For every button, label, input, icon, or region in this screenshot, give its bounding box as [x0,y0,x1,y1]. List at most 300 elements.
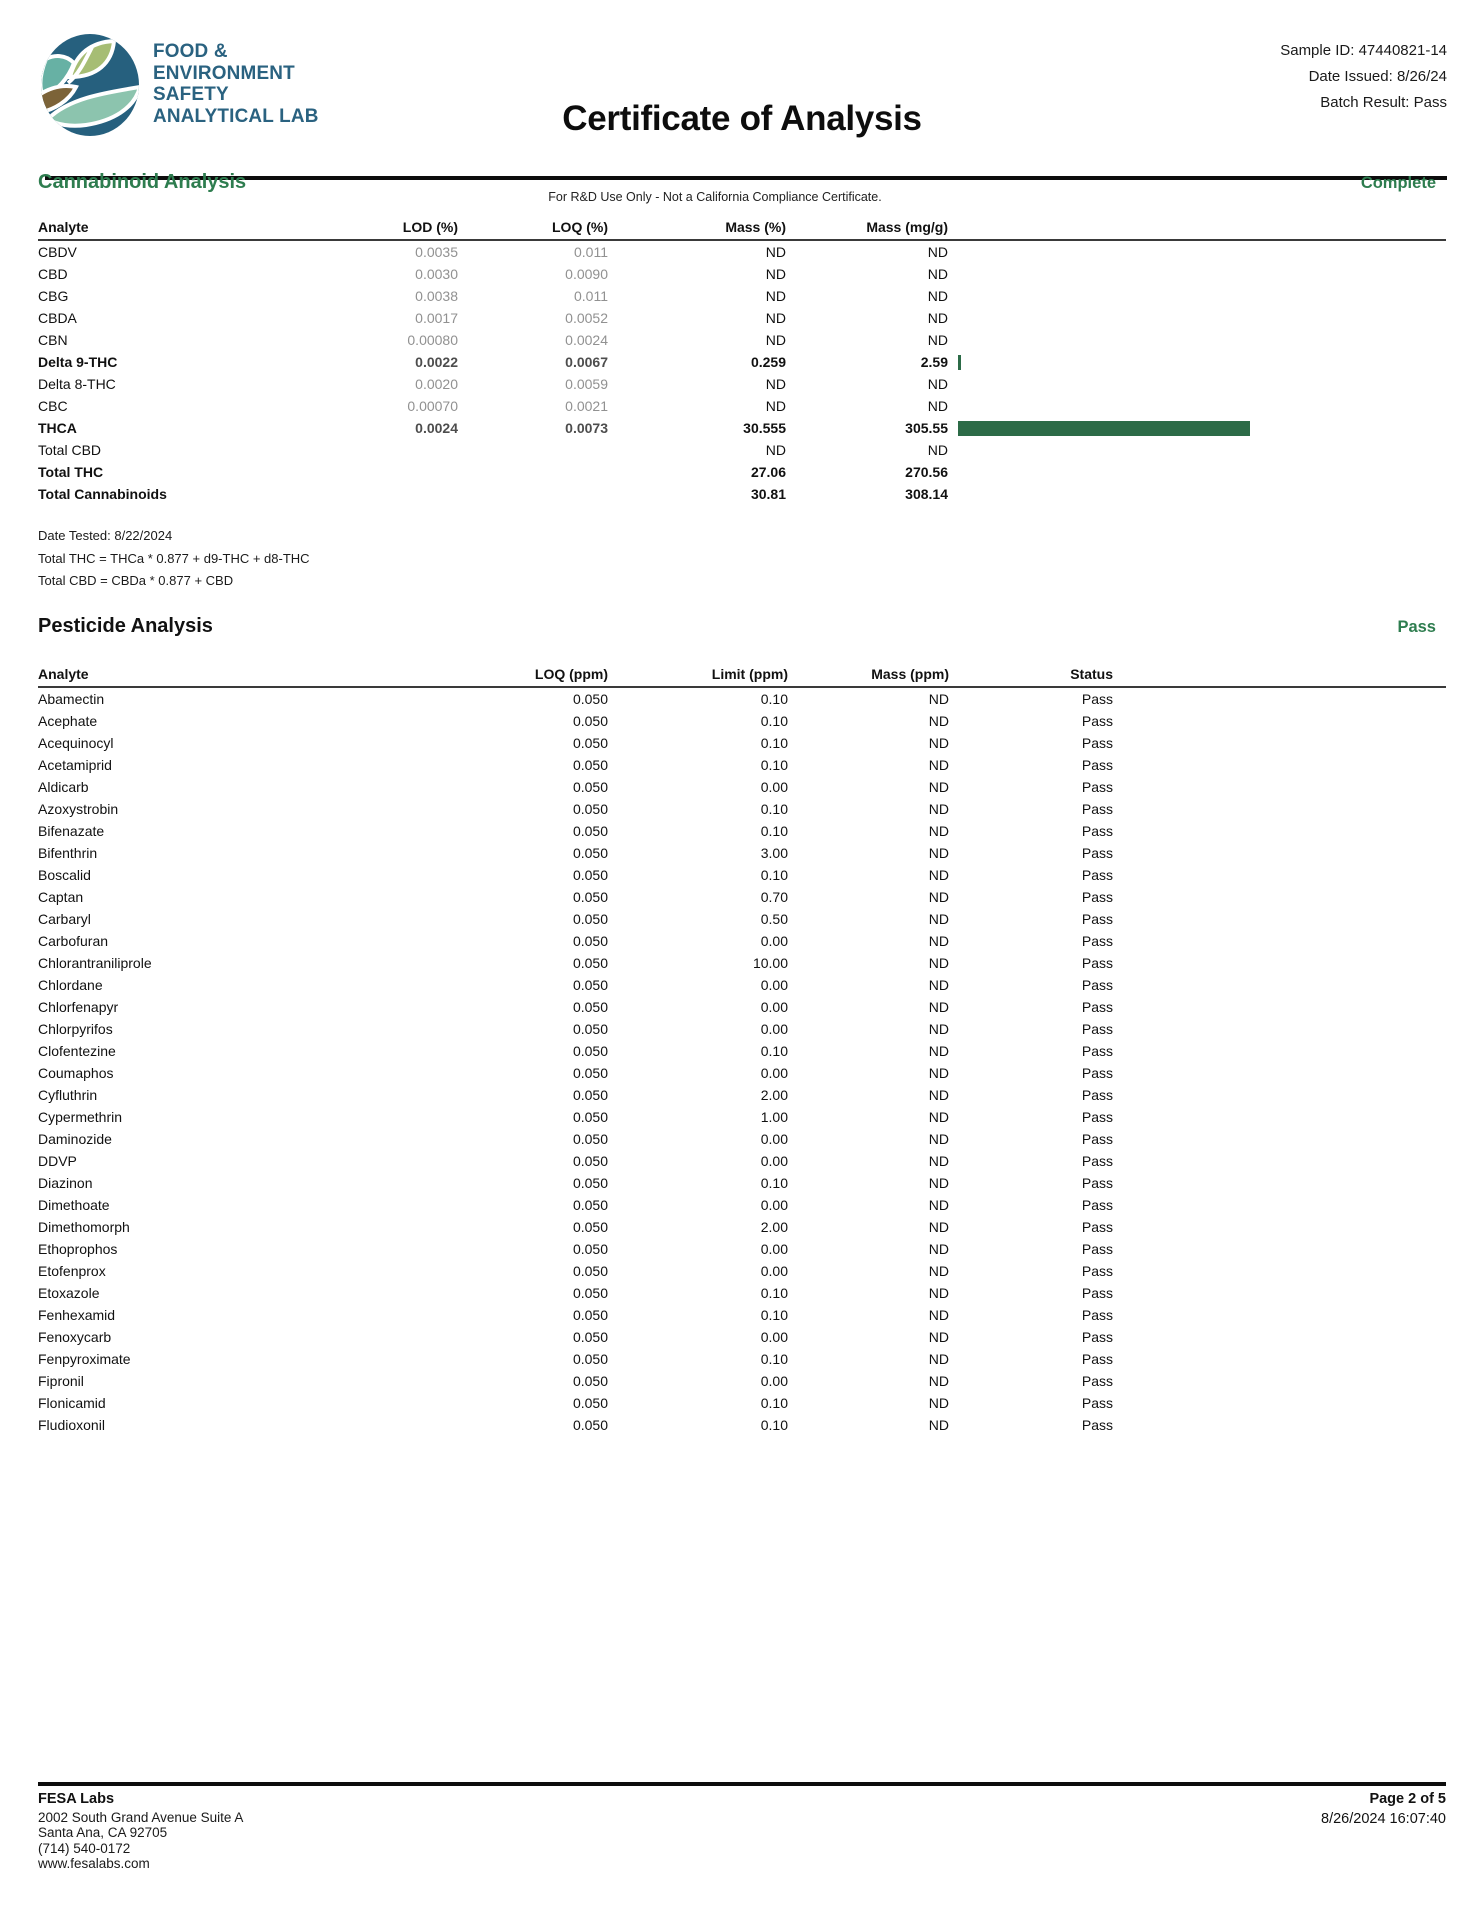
loq-value: 0.0024 [565,332,608,348]
limit-ppm-value: 0.00 [760,1065,788,1081]
row-spacer [1113,1150,1446,1172]
cannabinoid-section-title: Cannabinoid Analysis [38,171,247,193]
loq-ppm-value: 0.050 [572,735,608,751]
analyte-name: Captan [38,889,84,905]
mass-ppm-value: ND [928,1241,949,1257]
status-value: Pass [1081,1109,1113,1125]
analyte-name: Boscalid [38,867,91,883]
analyte-name: THCA [38,420,77,436]
limit-ppm-value: 0.10 [760,801,788,817]
limit-ppm-value: 0.00 [760,1197,788,1213]
status-value: Pass [1081,933,1113,949]
col-analyte: Analyte [38,219,89,235]
pesticide-row [38,1150,1446,1172]
mass-ppm-value: ND [928,1285,949,1301]
loq-ppm-value: 0.050 [572,1131,608,1147]
mass-mg-value: 308.14 [905,486,948,502]
pesticide-row [38,1238,1446,1260]
pesticide-table-body [38,688,1446,1436]
status-value: Pass [1081,1307,1113,1323]
limit-ppm-value: 0.10 [760,1043,788,1059]
limit-ppm-value: 2.00 [760,1087,788,1103]
row-spacer [1113,1238,1446,1260]
mass-ppm-value: ND [928,1065,949,1081]
mass-ppm-value: ND [928,1263,949,1279]
status-value: Pass [1081,977,1113,993]
date-tested-note: Date Tested: 8/22/2024 [38,528,173,543]
limit-ppm-value: 0.10 [760,867,788,883]
col-mass-mg: Mass (mg/g) [866,219,948,235]
mass-ppm-value: ND [928,1395,949,1411]
mass-ppm-value: ND [928,1329,949,1345]
mass-mg-value: 2.59 [920,354,948,370]
analyte-name: Daminozide [38,1131,112,1147]
cannabinoid-row [38,461,1446,483]
mass-ppm-value: ND [928,757,949,773]
status-value: Pass [1081,1351,1113,1367]
row-spacer [1113,952,1446,974]
mass-ppm-value: ND [928,845,949,861]
analyte-name: CBDV [38,244,77,260]
analyte-name: Chlordane [38,977,103,993]
analyte-name: Diazinon [38,1175,93,1191]
row-spacer [1113,798,1446,820]
pesticide-section-title: Pesticide Analysis [38,615,213,637]
analyte-name: Fludioxonil [38,1417,105,1433]
mass-ppm-value: ND [928,1219,949,1235]
mass-bar-cell [948,483,1446,505]
loq-value: 0.0090 [565,266,608,282]
limit-ppm-value: 0.00 [760,977,788,993]
limit-ppm-value: 0.00 [760,1153,788,1169]
total-cbd-formula: Total CBD = CBDa * 0.877 + CBD [38,573,234,588]
analyte-name: CBN [38,332,68,348]
pesticide-row [38,1084,1446,1106]
cannabinoid-row [38,373,1446,395]
loq-value: 0.0073 [565,420,608,436]
cannabinoid-row [38,439,1446,461]
pesticide-row [38,1370,1446,1392]
cannabinoid-row [38,263,1446,285]
loq-value: 0.011 [574,244,608,260]
analyte-name: CBG [38,288,69,304]
mass-ppm-value: ND [928,1351,949,1367]
loq-ppm-value: 0.050 [572,1417,608,1433]
limit-ppm-value: 0.10 [760,823,788,839]
cannabinoid-row [38,395,1446,417]
cannabinoid-notes [38,528,310,596]
logo-line-2: ENVIRONMENT [153,61,295,84]
status-value: Pass [1081,1395,1113,1411]
row-spacer [1113,1370,1446,1392]
mass-bar-cell [948,241,1446,263]
mass-pct-value: ND [765,376,786,392]
loq-value: 0.0067 [565,354,608,370]
row-spacer [1113,1172,1446,1194]
status-value: Pass [1081,1175,1113,1191]
status-value: Pass [1081,999,1113,1015]
mass-pct-value: 27.06 [750,464,786,480]
loq-ppm-value: 0.050 [572,933,608,949]
row-spacer [1113,974,1446,996]
col-spacer [1113,663,1446,686]
limit-ppm-value: 0.10 [760,1351,788,1367]
limit-ppm-value: 10.00 [752,955,788,971]
analyte-name: CBDA [38,310,77,326]
row-spacer [1113,842,1446,864]
mass-bar-cell [948,329,1446,351]
analyte-name: Fenpyroximate [38,1351,131,1367]
mass-ppm-value: ND [928,779,949,795]
cannabinoid-table [38,216,1446,505]
analyte-name: Acephate [38,713,98,729]
status-value: Pass [1081,955,1113,971]
status-value: Pass [1081,713,1113,729]
mass-bar-cell [948,351,1446,373]
pesticide-row [38,710,1446,732]
loq-value [458,461,608,483]
status-value: Pass [1081,867,1113,883]
status-value: Pass [1081,1087,1113,1103]
cannabinoid-row [38,351,1446,373]
analyte-name: Ethoprophos [38,1241,118,1257]
mass-ppm-value: ND [928,1307,949,1323]
analyte-name: Flonicamid [38,1395,106,1411]
mass-mg-value: ND [927,332,948,348]
mass-pct-value: ND [765,288,786,304]
col-mass-ppm: Mass (ppm) [871,666,949,682]
status-value: Pass [1081,1197,1113,1213]
limit-ppm-value: 0.10 [760,713,788,729]
loq-ppm-value: 0.050 [572,999,608,1015]
mass-bar-cell [948,263,1446,285]
pesticide-row [38,952,1446,974]
lod-value [338,439,458,461]
mass-ppm-value: ND [928,1043,949,1059]
limit-ppm-value: 0.00 [760,1131,788,1147]
limit-ppm-value: 0.00 [760,1373,788,1389]
cannabinoid-row [38,241,1446,263]
status-value: Pass [1081,1219,1113,1235]
analyte-name: Coumaphos [38,1065,114,1081]
mass-ppm-value: ND [928,823,949,839]
lab-website: www.fesalabs.com [38,1855,150,1871]
status-value: Pass [1081,757,1113,773]
status-value: Pass [1081,1285,1113,1301]
row-spacer [1113,1260,1446,1282]
pesticide-row [38,688,1446,710]
pesticide-row [38,1392,1446,1414]
mass-bar-cell [948,395,1446,417]
mass-mg-value: 270.56 [905,464,948,480]
mass-bar-cell [948,285,1446,307]
lod-value: 0.0024 [415,420,458,436]
status-value: Pass [1081,801,1113,817]
row-spacer [1113,1040,1446,1062]
mass-bar-cell [948,461,1446,483]
loq-ppm-value: 0.050 [572,1175,608,1191]
mass-ppm-value: ND [928,691,949,707]
mass-ppm-value: ND [928,1153,949,1169]
loq-ppm-value: 0.050 [572,691,608,707]
loq-ppm-value: 0.050 [572,1087,608,1103]
lab-name: FESA Labs [38,1791,115,1807]
status-value: Pass [1081,823,1113,839]
analyte-name: Total CBD [38,442,102,458]
analyte-name: Cypermethrin [38,1109,123,1125]
analyte-name: Total THC [38,464,104,480]
limit-ppm-value: 0.00 [760,1263,788,1279]
pesticide-table-header [38,663,1446,688]
status-value: Pass [1081,735,1113,751]
mass-ppm-value: ND [928,1373,949,1389]
status-value: Pass [1081,779,1113,795]
limit-ppm-value: 0.10 [760,1417,788,1433]
pesticide-row [38,908,1446,930]
pesticide-status-badge: Pass [1397,618,1436,636]
analyte-name: Chlorpyrifos [38,1021,113,1037]
pesticide-row [38,1216,1446,1238]
mass-bar-cell [948,417,1446,439]
analyte-name: Total Cannabinoids [38,486,167,502]
row-spacer [1113,1062,1446,1084]
analyte-name: Delta 9-THC [38,354,118,370]
page-number: Page 2 of 5 [1369,1791,1446,1807]
status-value: Pass [1081,691,1113,707]
mass-ppm-value: ND [928,867,949,883]
limit-ppm-value: 0.10 [760,757,788,773]
limit-ppm-value: 0.00 [760,1329,788,1345]
analyte-name: Bifenazate [38,823,105,839]
pesticide-row [38,1260,1446,1282]
mass-ppm-value: ND [928,1197,949,1213]
loq-ppm-value: 0.050 [572,889,608,905]
mass-mg-value: ND [927,398,948,414]
mass-pct-value: 30.81 [750,486,786,502]
analyte-name: Aldicarb [38,779,89,795]
limit-ppm-value: 0.10 [760,1307,788,1323]
lod-value: 0.0035 [415,244,458,260]
pesticide-row [38,1414,1446,1436]
mass-ppm-value: ND [928,999,949,1015]
analyte-name: Abamectin [38,691,105,707]
analyte-name: Dimethoate [38,1197,110,1213]
pesticide-row [38,886,1446,908]
lod-value: 0.0030 [415,266,458,282]
analyte-name: Acetamiprid [38,757,112,773]
loq-ppm-value: 0.050 [572,801,608,817]
col-status: Status [1070,666,1113,682]
loq-ppm-value: 0.050 [572,955,608,971]
status-value: Pass [1081,1417,1113,1433]
status-value: Pass [1081,1153,1113,1169]
pesticide-row [38,754,1446,776]
analyte-name: Etoxazole [38,1285,100,1301]
mass-ppm-value: ND [928,1175,949,1191]
compliance-note: For R&D Use Only - Not a California Compliance Certificate. [548,190,882,204]
logo-line-4: ANALYTICAL LAB [153,104,319,127]
row-spacer [1113,754,1446,776]
cannabinoid-row [38,417,1446,439]
mass-bar-cell [948,307,1446,329]
status-value: Pass [1081,1043,1113,1059]
loq-ppm-value: 0.050 [572,1307,608,1323]
limit-ppm-value: 0.10 [760,1175,788,1191]
loq-value: 0.0059 [565,376,608,392]
pesticide-row [38,974,1446,996]
row-spacer [1113,1018,1446,1040]
analyte-name: Bifenthrin [38,845,98,861]
cannabinoid-row [38,285,1446,307]
loq-value: 0.0052 [565,310,608,326]
row-spacer [1113,1348,1446,1370]
mass-mg-value: ND [927,376,948,392]
mass-ppm-value: ND [928,713,949,729]
analyte-name: Fenoxycarb [38,1329,112,1345]
col-lod: LOD (%) [402,219,458,235]
footer-rule [38,1782,1446,1786]
pesticide-row [38,1172,1446,1194]
limit-ppm-value: 0.10 [760,1395,788,1411]
limit-ppm-value: 2.00 [760,1219,788,1235]
limit-ppm-value: 0.00 [760,999,788,1015]
pesticide-row [38,1348,1446,1370]
analyte-name: CBC [38,398,68,414]
cannabinoid-table-header [38,216,1446,241]
lod-value: 0.0038 [415,288,458,304]
pesticide-row [38,732,1446,754]
row-spacer [1113,1128,1446,1150]
loq-ppm-value: 0.050 [572,1043,608,1059]
row-spacer [1113,996,1446,1018]
loq-ppm-value: 0.050 [572,1153,608,1169]
loq-value [458,439,608,461]
row-spacer [1113,820,1446,842]
col-loq-ppm: LOQ (ppm) [534,666,608,682]
header-rule [45,176,1447,180]
row-spacer [1113,710,1446,732]
row-spacer [1113,1106,1446,1128]
analyte-name: Acequinocyl [38,735,114,751]
loq-ppm-value: 0.050 [572,757,608,773]
mass-bar [958,355,961,370]
analyte-name: Etofenprox [38,1263,106,1279]
status-value: Pass [1081,911,1113,927]
print-timestamp: 8/26/2024 16:07:40 [1321,1811,1446,1827]
pesticide-row [38,1106,1446,1128]
limit-ppm-value: 1.00 [760,1109,788,1125]
row-spacer [1113,930,1446,952]
mass-ppm-value: ND [928,933,949,949]
loq-ppm-value: 0.050 [572,1285,608,1301]
analyte-name: Carbaryl [38,911,91,927]
logo-line-1: FOOD & [153,40,228,62]
limit-ppm-value: 0.70 [760,889,788,905]
analyte-name: Azoxystrobin [38,801,119,817]
status-value: Pass [1081,1241,1113,1257]
loq-ppm-value: 0.050 [572,1329,608,1345]
row-spacer [1113,1084,1446,1106]
loq-ppm-value: 0.050 [572,1109,608,1125]
mass-pct-value: ND [765,310,786,326]
pesticide-row [38,930,1446,952]
col-loq: LOQ (%) [552,219,608,235]
row-spacer [1113,886,1446,908]
pesticide-row [38,1062,1446,1084]
lod-value: 0.00080 [407,332,458,348]
mass-ppm-value: ND [928,889,949,905]
row-spacer [1113,1282,1446,1304]
row-spacer [1113,1194,1446,1216]
row-spacer [1113,688,1446,710]
mass-bar-cell [948,439,1446,461]
row-spacer [1113,776,1446,798]
mass-mg-value: ND [927,310,948,326]
address-line-2: Santa Ana, CA 92705 [38,1825,168,1841]
date-issued: Date Issued: 8/26/24 [1308,68,1447,85]
col-analyte: Analyte [38,666,89,682]
row-spacer [1113,1414,1446,1436]
mass-pct-value: 0.259 [750,354,786,370]
loq-ppm-value: 0.050 [572,911,608,927]
lod-value: 0.0022 [415,354,458,370]
limit-ppm-value: 0.00 [760,779,788,795]
loq-ppm-value: 0.050 [572,713,608,729]
limit-ppm-value: 0.10 [760,735,788,751]
status-value: Pass [1081,1263,1113,1279]
limit-ppm-value: 3.00 [760,845,788,861]
mass-mg-value: ND [927,288,948,304]
analyte-name: Delta 8-THC [38,376,116,392]
analyte-name: Fipronil [38,1373,84,1389]
mass-ppm-value: ND [928,1021,949,1037]
status-value: Pass [1081,1373,1113,1389]
cannabinoid-row [38,329,1446,351]
status-value: Pass [1081,1021,1113,1037]
analyte-name: Chlorantraniliprole [38,955,152,971]
loq-ppm-value: 0.050 [572,977,608,993]
mass-ppm-value: ND [928,911,949,927]
loq-ppm-value: 0.050 [572,845,608,861]
limit-ppm-value: 0.00 [760,1241,788,1257]
loq-ppm-value: 0.050 [572,1395,608,1411]
analyte-name: Cyfluthrin [38,1087,98,1103]
pesticide-row [38,1128,1446,1150]
mass-mg-value: ND [927,442,948,458]
col-bar-spacer [948,216,1446,239]
address-line-1: 2002 South Grand Avenue Suite A [38,1810,244,1825]
limit-ppm-value: 0.10 [760,691,788,707]
pesticide-row [38,1304,1446,1326]
sample-id: Sample ID: 47440821-14 [1280,42,1447,59]
analyte-name: CBD [38,266,68,282]
pesticide-row [38,1018,1446,1040]
status-value: Pass [1081,1329,1113,1345]
logo-line-3: SAFETY [153,83,229,105]
loq-ppm-value: 0.050 [572,1219,608,1235]
cannabinoid-row [38,307,1446,329]
row-spacer [1113,1216,1446,1238]
batch-result: Batch Result: Pass [1320,94,1447,111]
cannabinoid-row [38,483,1446,505]
loq-ppm-value: 0.050 [572,1021,608,1037]
limit-ppm-value: 0.00 [760,1021,788,1037]
pesticide-row [38,1040,1446,1062]
mass-ppm-value: ND [928,1087,949,1103]
total-thc-formula: Total THC = THCa * 0.877 + d9-THC + d8-THC [38,550,310,566]
status-value: Pass [1081,845,1113,861]
loq-ppm-value: 0.050 [572,1373,608,1389]
